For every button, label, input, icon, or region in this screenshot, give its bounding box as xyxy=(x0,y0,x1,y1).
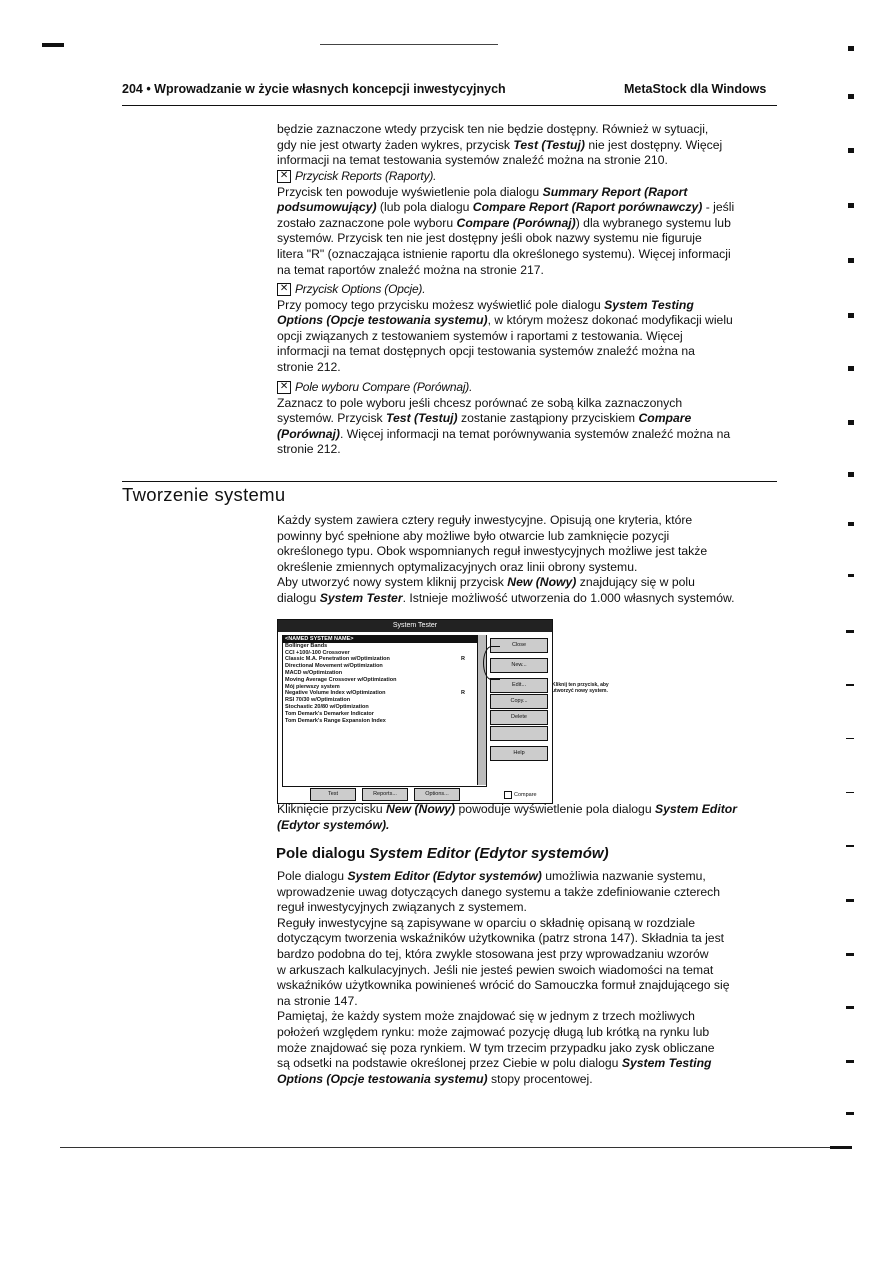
text: umożliwia nazwanie systemu, xyxy=(541,869,706,883)
edit-button[interactable]: Edit... xyxy=(490,678,548,693)
edge-mark xyxy=(848,313,854,318)
options-line xyxy=(277,313,777,329)
item-name: Stochastic 20/80 w/Optimization xyxy=(285,703,369,710)
section-rule xyxy=(122,481,777,482)
options-line: informacji na temat dostępnych opcji testowania systemów znaleźć można na xyxy=(277,344,695,359)
item-flag xyxy=(461,677,471,684)
item-flag xyxy=(461,704,471,711)
edge-mark xyxy=(848,522,854,526)
subsection-line: na stronie 147. xyxy=(277,993,358,1008)
term-test: Test (Testuj) xyxy=(513,137,585,152)
term: Compare xyxy=(638,411,692,426)
compare-line: Zaznacz to pole wyboru jeśli chcesz porównać ze sobą kilka zaznaczonych xyxy=(277,395,683,410)
text: Przycisk ten powoduje wyświetlenie pola dialogu xyxy=(277,184,543,199)
list-item[interactable] xyxy=(283,697,486,704)
item-name: Directional Movement w/Optimization xyxy=(285,663,383,670)
text: stopy procentowej. xyxy=(487,1071,593,1086)
edge-mark xyxy=(846,845,854,847)
edge-mark xyxy=(846,1006,854,1009)
list-item[interactable] xyxy=(283,684,486,691)
subsection-paragraph xyxy=(277,869,777,1087)
edge-mark xyxy=(846,1060,854,1063)
item-name: CCI +100/-100 Crossover xyxy=(285,649,350,656)
text: Pole dialogu xyxy=(277,869,348,883)
reports-item xyxy=(277,169,777,278)
section-line: określonego typu. Obok wspomnianych reguł inwestycyjnych możliwe jest także xyxy=(277,544,708,559)
list-item[interactable] xyxy=(283,650,486,657)
section-line: określenie zmiennych optymalizacyjnych oraz linii obrony systemu. xyxy=(277,559,638,574)
section-paragraph xyxy=(277,513,777,607)
callout-arc xyxy=(483,646,500,680)
subsection-line xyxy=(277,869,777,885)
text: Przy pomocy tego przycisku możesz wyświetlić pole dialogu xyxy=(277,297,605,312)
edge-mark xyxy=(848,148,854,153)
running-header-right: MetaStock dla Windows xyxy=(624,82,767,96)
reports-line: litera "R" (oznaczająca istnienie raportu dla określonego systemu). Więcej informacji xyxy=(277,246,731,261)
test-button[interactable]: Test xyxy=(310,788,356,801)
edge-mark xyxy=(846,792,854,793)
options-line: opcji związanych z testowaniem systemów i raportami z testowania. Więcej xyxy=(277,328,683,343)
section-line: powinny być spełnione aby możliwe było otwarcie lub zamknięcie pozycji xyxy=(277,528,670,543)
header-rule xyxy=(122,105,777,106)
edge-mark xyxy=(848,420,854,425)
item-name: Classic M.A. Penetration w/Optimization xyxy=(285,656,390,663)
compare-line xyxy=(277,427,777,443)
close-button[interactable]: Close xyxy=(490,638,548,653)
text: Pole dialogu xyxy=(276,845,370,862)
intro-line: będzie zaznaczone wtedy przycisk ten nie będzie dostępny. Również w sytuacji, xyxy=(277,122,709,136)
list-item[interactable] xyxy=(283,670,486,677)
text: . Więcej informacji na temat porównywania systemów znaleźć można na xyxy=(339,426,731,441)
subsection-line: reguł inwestycyjnych związanych z systemem. xyxy=(277,900,527,915)
system-tester-dialog xyxy=(277,619,553,804)
reports-line xyxy=(277,200,777,216)
after-dialog-paragraph xyxy=(277,802,777,833)
options-button[interactable]: Options... xyxy=(414,788,460,801)
subsection-line xyxy=(277,1072,777,1088)
text: powoduje wyświetlenie pola dialogu xyxy=(455,802,655,816)
item-flag xyxy=(461,718,471,725)
dialog-title: System Tester xyxy=(278,620,552,632)
reports-line xyxy=(277,185,777,201)
item-name: Bollinger Bands xyxy=(285,642,328,649)
edge-mark xyxy=(848,574,854,577)
item-flag xyxy=(461,643,471,650)
edge-mark xyxy=(846,738,854,739)
list-item[interactable] xyxy=(283,711,486,718)
item-flag xyxy=(461,670,471,677)
text: gdy nie jest otwarty żaden wykres, przycisk xyxy=(277,137,514,152)
list-item[interactable] xyxy=(283,677,486,684)
term: Compare (Porównaj) xyxy=(456,215,576,230)
term: Options (Opcje testowania systemu) xyxy=(277,313,488,328)
list-item[interactable] xyxy=(283,704,486,711)
edge-mark xyxy=(848,366,854,371)
top-rule xyxy=(320,44,498,45)
option-label: Przycisk Options (Opcje). xyxy=(295,282,426,296)
option-label: Pole wyboru Compare (Porównaj). xyxy=(295,380,473,394)
blank-button[interactable] xyxy=(490,726,548,741)
item-name: Tom Demark's Demarker Indicator xyxy=(285,710,374,717)
subsection-title xyxy=(276,845,609,862)
intro-paragraph xyxy=(277,122,777,169)
list-item[interactable] xyxy=(283,656,486,663)
delete-button[interactable]: Delete xyxy=(490,710,548,725)
item-name: <NAMED SYSTEM NAME> xyxy=(285,636,354,642)
edge-mark xyxy=(846,684,854,686)
running-header-left: 204 • Wprowadzanie w życie własnych koncepcji inwestycyjnych xyxy=(122,82,506,96)
item-name: Tom Demark's Range Expansion Index xyxy=(285,717,386,724)
new-button[interactable]: New... xyxy=(490,658,548,673)
compare-line xyxy=(277,411,777,427)
term: (Porównaj) xyxy=(277,426,340,441)
text: są odsetki na podstawie określonej przez Ciebie w polu dialogu xyxy=(277,1056,622,1071)
section-title: Tworzenie systemu xyxy=(122,484,286,505)
term: Test (Testuj) xyxy=(386,411,458,426)
options-option-heading xyxy=(277,282,777,298)
checkbox-icon: ✕ xyxy=(277,381,291,394)
subsection-line: wskaźników użytkownika powinieneś wrócić do Samouczka formuł znajdującego się xyxy=(277,978,730,993)
text: Aby utworzyć nowy system kliknij przycisk xyxy=(277,575,508,590)
reports-line: na temat raportów znaleźć można na stronie 217. xyxy=(277,262,544,277)
options-line: stronie 212. xyxy=(277,359,341,374)
reports-option-heading xyxy=(277,169,777,185)
item-name: MACD w/Optimization xyxy=(285,669,343,676)
subsection-line: wprowadzenie uwag dotyczących danego systemu a także zdefiniowanie czterech xyxy=(277,884,721,899)
intro-line: informacji na temat testowania systemów znaleźć można na stronie 210. xyxy=(277,153,668,168)
checkbox-box[interactable] xyxy=(504,791,512,799)
term: System Testing xyxy=(604,297,694,312)
text: znajdujący się w polu xyxy=(576,575,695,590)
item-name: Negative Volume Index w/Optimization xyxy=(285,690,386,697)
subsection-line: dotyczącym tworzenia wskaźników użytkownika (patrz strona 147). Składnia ta jest xyxy=(277,931,725,946)
checkbox-label: Compare xyxy=(514,792,537,798)
bottom-mark xyxy=(830,1146,852,1149)
item-name: Mój pierwszy system xyxy=(285,683,340,690)
subsection-line: Reguły inwestycyjne są zapisywane w oparciu o składnię opisaną w rozdziale xyxy=(277,915,695,930)
text: (lub pola dialogu xyxy=(376,200,473,215)
text: . Istnieje możliwość utworzenia do 1.000 własnych systemów. xyxy=(402,590,735,605)
edge-mark xyxy=(846,899,854,902)
help-button[interactable]: Help xyxy=(490,746,548,761)
edge-mark xyxy=(846,1112,854,1115)
subsection-line: bardzo podobna do tej, która zwykle stosowana jest przy wprowadzaniu wzorów xyxy=(277,946,709,961)
text: zostało zaznaczone pole wyboru xyxy=(277,215,457,230)
text: - jeśli xyxy=(702,200,735,215)
term: Summary Report (Raport xyxy=(542,184,688,199)
copy-button[interactable]: Copy... xyxy=(490,694,548,709)
section-line xyxy=(277,591,777,607)
subsection-line: położeń względem rynku: może zajmować pozycję długą lub krótką na rynku lub xyxy=(277,1024,710,1039)
checkbox-icon: ✕ xyxy=(277,283,291,296)
corner-mark xyxy=(42,43,64,47)
term: System Editor (Edytor systemów) xyxy=(369,845,609,862)
text: systemów. Przycisk xyxy=(277,411,387,426)
edge-mark xyxy=(848,258,854,263)
reports-line xyxy=(277,216,777,232)
text: nie jest dostępny. Więcej xyxy=(584,137,723,152)
reports-button[interactable]: Reports... xyxy=(362,788,408,801)
term: Options (Opcje testowania systemu) xyxy=(277,1071,488,1086)
term: Compare Report (Raport porównawczy) xyxy=(472,200,703,215)
item-flag xyxy=(461,650,471,657)
edge-mark xyxy=(848,46,854,51)
subsection-line: w arkuszach kalkulacyjnych. Jeśli nie jesteś pewien swoich wiadomości na temat xyxy=(277,962,714,977)
item-flag: R xyxy=(461,690,465,697)
new-button-callout: Kliknij ten przycisk, aby utworzyć nowy system. xyxy=(552,682,609,694)
intro-line xyxy=(277,138,777,154)
reports-line: systemów. Przycisk ten nie jest dostępny jeśli obok nazwy systemu nie figuruje xyxy=(277,231,702,246)
option-label: Przycisk Reports (Raporty). xyxy=(295,169,437,183)
item-flag xyxy=(461,711,471,718)
term: System Tester xyxy=(319,590,403,605)
subsection-line: może znajdować się poza rynkiem. W tym trzecim przypadku jako zysk obliczane xyxy=(277,1040,715,1055)
text: ) dla wybranego systemu lub xyxy=(575,215,731,230)
list-item[interactable] xyxy=(283,636,486,643)
checkbox-icon: ✕ xyxy=(277,170,291,183)
subsection-line: Pamiętaj, że każdy system może znajdować się w jednym z trzech możliwych xyxy=(277,1009,695,1024)
item-flag xyxy=(461,697,471,704)
item-flag xyxy=(461,636,471,643)
text: , w którym możesz dokonać modyfikacji wielu xyxy=(487,313,733,328)
section-line: Każdy system zawiera cztery reguły inwestycyjne. Opisują one kryteria, które xyxy=(277,513,693,527)
system-list[interactable] xyxy=(282,635,487,787)
item-flag xyxy=(461,684,471,691)
term: New (Nowy) xyxy=(386,802,456,816)
after-dialog-line: (Edytor systemów). xyxy=(277,817,390,832)
item-flag: R xyxy=(461,656,465,663)
text: dialogu xyxy=(277,590,320,605)
term: New (Nowy) xyxy=(507,575,577,590)
section-line xyxy=(277,575,777,591)
list-item[interactable] xyxy=(283,663,486,670)
edge-mark xyxy=(848,203,854,208)
after-dialog-line xyxy=(277,802,777,818)
term: podsumowujący) xyxy=(277,200,377,215)
edge-mark xyxy=(848,94,854,99)
edge-mark xyxy=(846,953,854,956)
item-name: Moving Average Crossover w/Optimization xyxy=(285,676,397,683)
term: System Editor xyxy=(655,802,737,816)
text: Kliknięcie przycisku xyxy=(277,802,387,816)
edge-mark xyxy=(848,472,854,477)
list-item[interactable] xyxy=(283,643,486,650)
compare-item xyxy=(277,380,777,458)
term: System Testing xyxy=(621,1056,712,1071)
item-name: RSI 70/30 w/Optimization xyxy=(285,697,351,704)
options-item xyxy=(277,282,777,376)
compare-line: stronie 212. xyxy=(277,442,341,457)
term: System Editor (Edytor systemów) xyxy=(347,869,542,883)
compare-checkbox[interactable] xyxy=(504,791,537,799)
compare-option-heading xyxy=(277,380,777,396)
item-flag xyxy=(461,663,471,670)
text: zostanie zastąpiony przyciskiem xyxy=(457,411,639,426)
list-item[interactable] xyxy=(283,690,486,697)
subsection-line xyxy=(277,1056,777,1072)
edge-mark xyxy=(846,630,854,633)
bottom-rule xyxy=(60,1147,850,1148)
list-item[interactable] xyxy=(283,718,486,725)
options-line xyxy=(277,298,777,314)
